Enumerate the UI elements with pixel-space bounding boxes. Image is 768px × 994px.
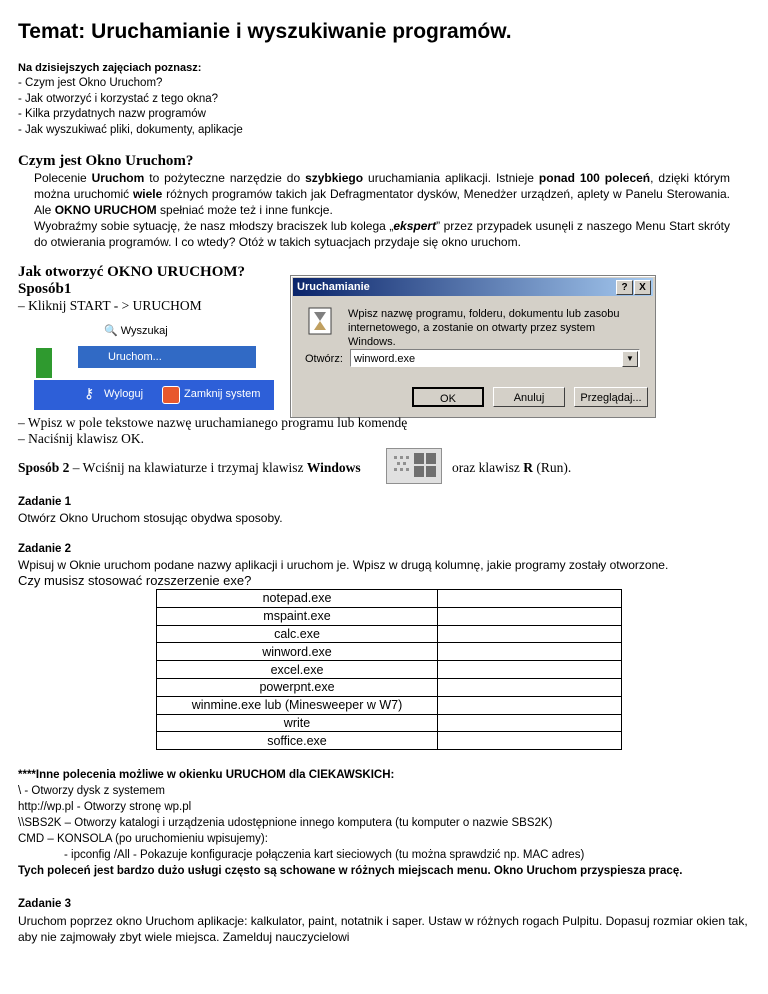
- extra-line: \\SBS2K – Otworzy katalogi i urządzenia udostępnione innego komputera (tu komputer o nazwie SBS2K): [18, 817, 553, 829]
- step-press-ok: – Naciśnij klawisz OK.: [18, 431, 144, 446]
- way2-text-2: oraz klawisz R (Run).: [452, 460, 572, 475]
- answer-cell[interactable]: [438, 661, 622, 679]
- intro-list: [18, 76, 243, 138]
- hourglass-icon: [305, 306, 335, 336]
- menu-item-search[interactable]: 🔍 Wyszukaj: [104, 325, 168, 337]
- step-type-command: – Wpisz w pole tekstowe nazwę uruchamianego programu lub komendę: [18, 415, 408, 430]
- table-row: winword.exe: [157, 643, 622, 661]
- task1-heading: Zadanie 1: [18, 496, 72, 508]
- close-button[interactable]: X: [634, 280, 651, 295]
- table-row: write: [157, 714, 622, 732]
- ok-button[interactable]: OK: [412, 387, 484, 407]
- start-menu-bottom-bar: [34, 380, 274, 410]
- answer-cell[interactable]: [438, 590, 622, 608]
- list-item: - Jak wyszukiwać pliki, dokumenty, aplikacje: [18, 123, 243, 136]
- help-button[interactable]: ?: [616, 280, 633, 295]
- answer-cell[interactable]: [438, 643, 622, 661]
- extra-heading: ****Inne polecenia możliwe w okienku URUCHOM dla CIEKAWSKICH:: [18, 769, 395, 781]
- way1-heading: Sposób1: [18, 281, 72, 297]
- table-row: mspaint.exe: [157, 607, 622, 625]
- extra-note: Tych poleceń jest bardzo dużo usługi często są schowane w różnych miejscach menu. Okno Uruchom przyspiesza pracę.: [18, 865, 683, 877]
- task3-heading: Zadanie 3: [18, 898, 72, 910]
- answer-cell[interactable]: [438, 714, 622, 732]
- answer-cell[interactable]: [438, 696, 622, 714]
- way1-step: – Kliknij START - > URUCHOM: [18, 298, 202, 313]
- extra-line: \ - Otworzy dysk z systemem: [18, 785, 165, 797]
- arrow-icon: [36, 348, 52, 378]
- run-dialog: [290, 275, 656, 418]
- task3-text: Uruchom poprzez okno Uruchom aplikacje: kalkulator, paint, notatnik i saper. Ustaw w różnych rogach Pulpitu. Dopasuj rozmiar okien tak, aby nie zajmowały zbyt wiele miejsca. Zamelduj nauczycielowi: [18, 914, 748, 944]
- table-row: calc.exe: [157, 625, 622, 643]
- search-icon: 🔍: [104, 325, 118, 337]
- page-title: Temat: Uruchamianie i wyszukiwanie programów.: [18, 20, 512, 43]
- section-heading-what-is: Czym jest Okno Uruchom?: [18, 153, 194, 169]
- intro-heading: Na dzisiejszych zajęciach poznasz:: [18, 62, 202, 74]
- table-row: excel.exe: [157, 661, 622, 679]
- answer-cell[interactable]: [438, 678, 622, 696]
- dialog-title: Uruchamianie: [297, 281, 370, 293]
- table-row: soffice.exe: [157, 732, 622, 750]
- table-row: winmine.exe lub (Minesweeper w W7): [157, 696, 622, 714]
- dialog-description: Wpisz nazwę programu, folderu, dokumentu lub zasobu internetowego, a zostanie on otwarty przez system Windows.: [348, 308, 620, 348]
- program-table: [156, 589, 622, 750]
- table-row: notepad.exe: [157, 590, 622, 608]
- list-item: - Czym jest Okno Uruchom?: [18, 77, 163, 89]
- shutdown-button[interactable]: Zamknij system: [184, 388, 261, 400]
- task2-question: Czy musisz stosować rozszerzenie exe?: [18, 573, 252, 588]
- key-icon: ⚷: [84, 385, 95, 401]
- task2-text: Wpisuj w Oknie uruchom podane nazwy aplikacji i uruchom je. Wpisz w drugą kolumnę, jakie programy zostały otworzone.: [18, 558, 669, 572]
- paragraph-scenario: Wyobraźmy sobie sytuację, że nasz młodszy braciszek lub kolega „ekspert” przez przypadek usunęli z naszego Menu Start skróty do otwierania programów. I co wtedy? Otóż w takich sytuacjach przydaje się okno uruchom.: [34, 219, 730, 249]
- section-heading-how-open: Jak otworzyć OKNO URUCHOM?: [18, 264, 246, 280]
- list-item: - Jak otworzyć i korzystać z tego okna?: [18, 92, 219, 105]
- way2-text: Sposób 2 – Wciśnij na klawiaturze i trzymaj klawisz Windows: [18, 460, 361, 475]
- menu-item-run[interactable]: Uruchom...: [78, 346, 256, 368]
- task1-text: Otwórz Okno Uruchom stosując obydwa sposoby.: [18, 511, 283, 525]
- start-menu-screenshot: [34, 320, 274, 410]
- answer-cell[interactable]: [438, 732, 622, 750]
- answer-cell[interactable]: [438, 625, 622, 643]
- table-row: powerpnt.exe: [157, 678, 622, 696]
- open-input[interactable]: winword.exe ▼: [350, 349, 640, 367]
- list-item: - Kilka przydatnych nazw programów: [18, 108, 206, 120]
- open-label: Otwórz:: [305, 353, 343, 365]
- browse-button[interactable]: Przeglądaj...: [574, 387, 648, 407]
- windows-key-icon: [386, 448, 442, 484]
- task2-heading: Zadanie 2: [18, 543, 72, 555]
- logoff-button[interactable]: Wyloguj: [104, 388, 144, 400]
- extra-line: CMD – KONSOLA (po uruchomieniu wpisujemy):: [18, 833, 268, 845]
- cancel-button[interactable]: Anuluj: [493, 387, 565, 407]
- dialog-title-bar: [293, 278, 653, 296]
- chevron-down-icon[interactable]: ▼: [622, 351, 638, 367]
- extra-line: - ipconfig /All - Pokazuje konfiguracje połączenia kart sieciowych (tu można sprawdzić np. MAC adres): [64, 849, 585, 861]
- answer-cell[interactable]: [438, 607, 622, 625]
- extra-line: http://wp.pl - Otworzy stronę wp.pl: [18, 801, 192, 813]
- paragraph-description: Polecenie Uruchom to pożyteczne narzędzie do szybkiego uruchamiania aplikacji. Istnieje ponad 100 poleceń, dzięki którym można uruchomić wiele różnych programów takich jak Defragmentator dysków, Menedżer urządzeń, aplety w Panelu Sterowania. Ale OKNO URUCHOM spełniać może też i inne funkcje.: [34, 171, 731, 217]
- power-icon: [162, 386, 180, 404]
